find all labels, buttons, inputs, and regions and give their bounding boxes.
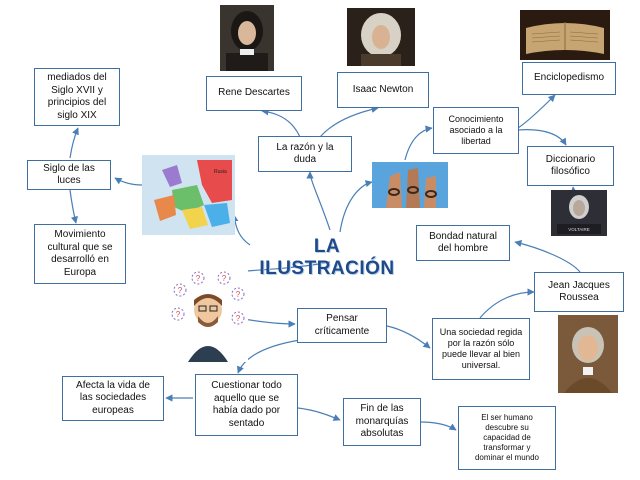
connector-conocimiento-enciclopedismo xyxy=(518,95,555,128)
node-rousseau xyxy=(534,272,624,312)
node-sociedad-regida xyxy=(432,318,530,380)
connector-chains-conocimiento xyxy=(405,128,432,160)
node-cuestionar-text: Cuestionar todo aquello que se había dado por sentado xyxy=(211,380,282,429)
node-pensar-text: Pensar críticamente xyxy=(314,313,370,337)
node-siglo-xvii-text: mediados del Siglo XVII y principios del siglo XIX xyxy=(47,72,107,121)
europe-map-image xyxy=(142,155,235,235)
descartes-portrait xyxy=(220,5,274,71)
node-newton xyxy=(337,72,429,108)
node-fin-monarquias xyxy=(343,398,421,446)
node-newton-text: Isaac Newton xyxy=(352,83,414,95)
node-fin-monarquias-text: Fin de las monarquías absolutas xyxy=(355,403,409,440)
connector-luces-siglo xyxy=(70,128,78,158)
node-movimiento xyxy=(34,224,126,284)
connector-pensar-sociedad xyxy=(387,326,430,348)
node-siglo-xvii xyxy=(34,68,120,126)
connector-title-chains xyxy=(340,182,372,232)
connector-sociedad-rousseau xyxy=(480,292,534,318)
connector-title-razon xyxy=(310,172,330,230)
voltaire-book-image xyxy=(551,190,607,236)
node-diccionario-text: Diccionario filosófico xyxy=(545,153,596,177)
node-ser-humano xyxy=(458,406,556,470)
connector-title-map xyxy=(234,215,250,245)
newton-portrait xyxy=(347,8,415,66)
node-sociedad-regida-text: Una sociedad regida por la razón sólo puede llevar al bien universal. xyxy=(439,326,523,371)
node-enciclopedismo xyxy=(522,62,616,95)
connector-razon-newton xyxy=(320,108,378,137)
encyclopedia-book-image xyxy=(520,10,610,60)
svg-text:?: ? xyxy=(235,290,241,299)
map-label: Rusia xyxy=(214,169,227,175)
svg-text:?: ? xyxy=(221,274,227,283)
node-enciclopedismo-text: Enciclopedismo xyxy=(533,72,605,84)
node-rousseau-text: Jean Jacques Roussea xyxy=(548,279,610,303)
node-cuestionar xyxy=(195,374,298,436)
node-descartes xyxy=(206,76,302,111)
node-siglo-luces xyxy=(27,160,111,190)
connector-luces-movimiento xyxy=(70,190,76,223)
voltaire-label: VOLTAIRE xyxy=(568,227,590,232)
node-pensar xyxy=(297,308,387,343)
rousseau-portrait xyxy=(558,315,618,393)
svg-text:?: ? xyxy=(235,314,241,323)
broken-chains-image xyxy=(372,162,448,208)
node-conocimiento-text: Conocimiento asociado a la libertad xyxy=(448,113,504,147)
connector-conocimiento-diccionario xyxy=(518,130,566,145)
node-diccionario xyxy=(527,146,614,186)
node-razon-duda xyxy=(258,136,352,172)
main-title: LA ILUSTRACIÓN xyxy=(259,236,395,279)
connector-map-luces xyxy=(115,178,142,185)
svg-text:?: ? xyxy=(177,286,183,295)
node-descartes-text: Rene Descartes xyxy=(218,87,290,99)
connector-rousseau-bondad xyxy=(515,242,580,272)
node-siglo-luces-text: Siglo de las luces xyxy=(43,162,95,186)
node-afecta xyxy=(62,376,164,421)
connector-fin-ser xyxy=(420,422,456,430)
node-movimiento-text: Movimiento cultural que se desarrolló en Europa xyxy=(47,229,113,278)
svg-text:?: ? xyxy=(175,310,181,319)
node-afecta-text: Afecta la vida de las sociedades europeas xyxy=(76,379,150,416)
thinker-illustration xyxy=(168,268,248,362)
node-razon-duda-text: La razón y la duda xyxy=(276,141,334,165)
node-conocimiento xyxy=(433,107,519,154)
node-ser-humano-text: El ser humano descubre su capacidad de transformar y dominar el mundo xyxy=(474,413,540,462)
connector-cuestionar-fin xyxy=(298,408,340,420)
connector-razon-descartes xyxy=(262,111,300,137)
node-bondad-text: Bondad natural del hombre xyxy=(429,230,497,254)
svg-text:?: ? xyxy=(195,274,201,283)
node-bondad xyxy=(416,225,510,261)
